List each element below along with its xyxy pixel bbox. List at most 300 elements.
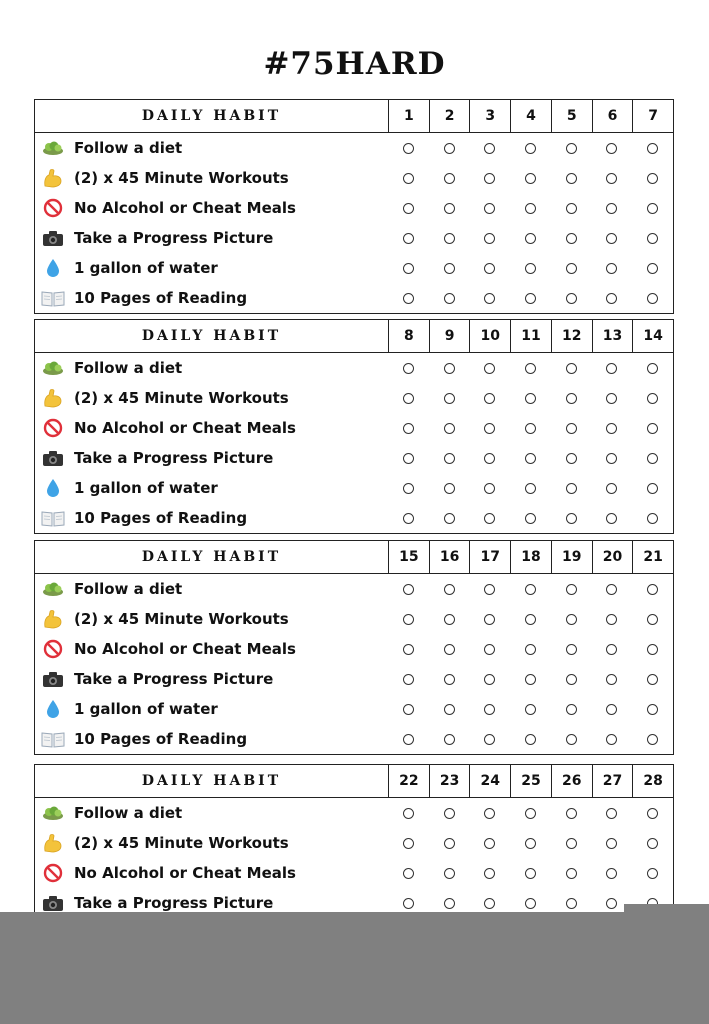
checkbox-circle[interactable] [403, 203, 414, 214]
check-cell [429, 734, 470, 745]
checkbox-circle[interactable] [525, 898, 536, 909]
habit-label-cell [35, 609, 388, 629]
checkbox-circle[interactable] [606, 363, 617, 374]
check-cell [510, 393, 551, 404]
checkbox-circle[interactable] [484, 838, 495, 849]
habit-row [35, 634, 673, 664]
open-book-icon [41, 508, 65, 528]
check-cell [388, 393, 429, 404]
check-cell [469, 293, 510, 304]
checkbox-circle[interactable] [566, 203, 577, 214]
checkbox-circle[interactable] [606, 584, 617, 595]
checkbox-circle[interactable] [403, 838, 414, 849]
checkbox-circle[interactable] [484, 453, 495, 464]
check-cell [429, 674, 470, 685]
daily-habit-header: DAILY HABIT [35, 320, 389, 352]
checkbox-circle[interactable] [525, 143, 536, 154]
checkbox-circle[interactable] [403, 868, 414, 879]
checkbox-circle[interactable] [525, 423, 536, 434]
checkbox-circle[interactable] [606, 263, 617, 274]
habit-row [35, 283, 673, 313]
habit-row [35, 163, 673, 193]
salad-icon [41, 138, 65, 158]
checkbox-circle[interactable] [566, 233, 577, 244]
check-cell [388, 263, 429, 274]
daily-habit-header: DAILY HABIT [35, 100, 389, 132]
checkbox-circle[interactable] [403, 808, 414, 819]
check-cell [429, 453, 470, 464]
checkbox-circle[interactable] [566, 393, 577, 404]
check-cell [388, 808, 429, 819]
checkbox-circle[interactable] [525, 363, 536, 374]
habit-label-cell [35, 639, 388, 659]
checkbox-circle[interactable] [403, 423, 414, 434]
check-cell [388, 363, 429, 374]
check-cell [388, 614, 429, 625]
check-cell [510, 838, 551, 849]
checkbox-circle[interactable] [647, 453, 658, 464]
checkbox-circle[interactable] [606, 734, 617, 745]
habit-label-cell [35, 803, 388, 823]
day-number: 24 [470, 765, 511, 797]
day-number: 5 [552, 100, 593, 132]
check-cell [632, 868, 673, 879]
checkbox-circle[interactable] [606, 513, 617, 524]
checkbox-circle[interactable] [647, 203, 658, 214]
checkbox-circle[interactable] [647, 584, 658, 595]
checkbox-circle[interactable] [525, 483, 536, 494]
checkbox-circle[interactable] [525, 644, 536, 655]
checkbox-circle[interactable] [484, 293, 495, 304]
check-cell [551, 423, 592, 434]
checkbox-circle[interactable] [647, 233, 658, 244]
habit-label: 10 Pages of Reading [74, 730, 248, 748]
checkbox-circle[interactable] [444, 453, 455, 464]
checkbox-circle[interactable] [444, 868, 455, 879]
camera-icon [41, 893, 65, 913]
checkbox-circle[interactable] [566, 453, 577, 464]
habit-label: 1 gallon of water [74, 479, 218, 497]
habit-label: No Alcohol or Cheat Meals [74, 199, 296, 217]
check-cell [592, 644, 633, 655]
checkbox-circle[interactable] [444, 263, 455, 274]
checkbox-circle[interactable] [647, 293, 658, 304]
checkbox-circle[interactable] [403, 898, 414, 909]
habit-row [35, 664, 673, 694]
checkbox-circle[interactable] [403, 453, 414, 464]
check-cell [469, 143, 510, 154]
habit-row [35, 353, 673, 383]
habit-row [35, 828, 673, 858]
check-cell [388, 644, 429, 655]
habit-label: 10 Pages of Reading [74, 289, 248, 307]
checkbox-circle[interactable] [403, 483, 414, 494]
checkbox-circle[interactable] [566, 293, 577, 304]
check-cell [551, 704, 592, 715]
check-cell [592, 173, 633, 184]
checkbox-circle[interactable] [444, 143, 455, 154]
checkbox-circle[interactable] [566, 674, 577, 685]
habit-label-cell [35, 448, 388, 468]
checkbox-circle[interactable] [403, 143, 414, 154]
water-droplet-icon [41, 478, 65, 498]
camera-icon [41, 448, 65, 468]
check-cell [429, 393, 470, 404]
day-number: 21 [643, 549, 663, 565]
checkbox-circle[interactable] [484, 704, 495, 715]
checkbox-circle[interactable] [566, 584, 577, 595]
habit-row [35, 413, 673, 443]
check-cell [388, 838, 429, 849]
check-cell [429, 203, 470, 214]
daily-habit-header: DAILY HABIT [35, 541, 389, 573]
checkbox-circle[interactable] [525, 674, 536, 685]
checkbox-circle[interactable] [525, 838, 536, 849]
checkbox-circle[interactable] [444, 838, 455, 849]
checkbox-circle[interactable] [566, 734, 577, 745]
checkbox-circle[interactable] [606, 614, 617, 625]
check-cell [388, 203, 429, 214]
checkbox-circle[interactable] [403, 704, 414, 715]
checkbox-circle[interactable] [606, 393, 617, 404]
camera-icon [41, 669, 65, 689]
check-cell [469, 173, 510, 184]
checkbox-circle[interactable] [647, 423, 658, 434]
checkbox-circle[interactable] [647, 674, 658, 685]
check-cell [632, 263, 673, 274]
checkbox-circle[interactable] [566, 704, 577, 715]
checkbox-circle[interactable] [566, 143, 577, 154]
check-cell [469, 704, 510, 715]
checkbox-circle[interactable] [606, 808, 617, 819]
day-number: 11 [511, 320, 552, 352]
checkbox-circle[interactable] [444, 644, 455, 655]
habit-label: (2) x 45 Minute Workouts [74, 834, 289, 852]
check-cell [632, 704, 673, 715]
check-cell [632, 614, 673, 625]
habit-label-cell [35, 258, 388, 278]
daily-habit-header: DAILY HABIT [35, 765, 389, 797]
check-cell [551, 233, 592, 244]
day-number: 26 [552, 765, 593, 797]
check-cell [510, 808, 551, 819]
checkbox-circle[interactable] [525, 263, 536, 274]
checkbox-circle[interactable] [484, 423, 495, 434]
checkbox-circle[interactable] [444, 293, 455, 304]
table-header [35, 765, 673, 798]
habit-label: No Alcohol or Cheat Meals [74, 419, 296, 437]
checkbox-circle[interactable] [444, 513, 455, 524]
checkbox-circle[interactable] [403, 233, 414, 244]
checkbox-circle[interactable] [647, 808, 658, 819]
check-cell [388, 233, 429, 244]
habit-label-cell [35, 228, 388, 248]
checkbox-circle[interactable] [444, 734, 455, 745]
check-cell [592, 808, 633, 819]
checkbox-circle[interactable] [566, 808, 577, 819]
check-cell [469, 674, 510, 685]
habit-row [35, 133, 673, 163]
check-cell [429, 293, 470, 304]
checkbox-circle[interactable] [484, 584, 495, 595]
checkbox-circle[interactable] [525, 513, 536, 524]
checkbox-circle[interactable] [403, 644, 414, 655]
check-cell [632, 173, 673, 184]
checkbox-circle[interactable] [606, 203, 617, 214]
check-cell [388, 173, 429, 184]
checkbox-circle[interactable] [484, 143, 495, 154]
checkbox-circle[interactable] [484, 203, 495, 214]
check-cell [510, 233, 551, 244]
checkbox-circle[interactable] [606, 838, 617, 849]
prohibited-icon [41, 639, 65, 659]
checkbox-circle[interactable] [525, 233, 536, 244]
camera-icon [41, 228, 65, 248]
check-cell [632, 453, 673, 464]
checkbox-circle[interactable] [444, 393, 455, 404]
check-cell [551, 614, 592, 625]
checkbox-circle[interactable] [606, 293, 617, 304]
checkbox-circle[interactable] [606, 143, 617, 154]
check-cell [592, 483, 633, 494]
gray-overlay [0, 912, 709, 1024]
checkbox-circle[interactable] [566, 644, 577, 655]
checkbox-circle[interactable] [525, 808, 536, 819]
check-cell [551, 203, 592, 214]
check-cell [551, 453, 592, 464]
checkbox-circle[interactable] [647, 734, 658, 745]
checkbox-circle[interactable] [606, 644, 617, 655]
day-number: 15 [389, 541, 430, 573]
checkbox-circle[interactable] [444, 898, 455, 909]
checkbox-circle[interactable] [444, 363, 455, 374]
check-cell [632, 143, 673, 154]
check-cell [592, 838, 633, 849]
checkbox-circle[interactable] [403, 734, 414, 745]
check-cell [469, 263, 510, 274]
check-cell [510, 263, 551, 274]
checkbox-circle[interactable] [484, 393, 495, 404]
checkbox-circle[interactable] [647, 513, 658, 524]
day-number: 18 [511, 541, 552, 573]
checkbox-circle[interactable] [484, 644, 495, 655]
check-cell [429, 898, 470, 909]
checkbox-circle[interactable] [484, 614, 495, 625]
checkbox-circle[interactable] [566, 868, 577, 879]
checkbox-circle[interactable] [403, 263, 414, 274]
checkbox-circle[interactable] [525, 584, 536, 595]
habit-row [35, 604, 673, 634]
checkbox-circle[interactable] [525, 203, 536, 214]
checkbox-circle[interactable] [444, 203, 455, 214]
check-cell [551, 584, 592, 595]
checkbox-circle[interactable] [484, 898, 495, 909]
checkbox-circle[interactable] [606, 453, 617, 464]
habit-label-cell [35, 699, 388, 719]
checkbox-circle[interactable] [484, 513, 495, 524]
checkbox-circle[interactable] [566, 614, 577, 625]
checkbox-circle[interactable] [525, 614, 536, 625]
checkbox-circle[interactable] [566, 173, 577, 184]
day-number: 3 [470, 100, 511, 132]
checkbox-circle[interactable] [484, 868, 495, 879]
check-cell [429, 363, 470, 374]
check-cell [592, 674, 633, 685]
flexed-bicep-icon [41, 833, 65, 853]
checkbox-circle[interactable] [606, 674, 617, 685]
checkbox-circle[interactable] [647, 614, 658, 625]
checkbox-circle[interactable] [606, 483, 617, 494]
check-cell [469, 734, 510, 745]
checkbox-circle[interactable] [484, 363, 495, 374]
check-cell [632, 838, 673, 849]
check-cell [592, 453, 633, 464]
checkbox-circle[interactable] [566, 898, 577, 909]
check-cell [592, 393, 633, 404]
check-cell [592, 293, 633, 304]
gray-overlay-edge [624, 904, 709, 914]
checkbox-circle[interactable] [647, 173, 658, 184]
check-cell [632, 644, 673, 655]
check-cell [388, 868, 429, 879]
flexed-bicep-icon [41, 168, 65, 188]
checkbox-circle[interactable] [403, 584, 414, 595]
salad-icon [41, 358, 65, 378]
checkbox-circle[interactable] [647, 393, 658, 404]
check-cell [510, 584, 551, 595]
habit-label: (2) x 45 Minute Workouts [74, 389, 289, 407]
checkbox-circle[interactable] [647, 838, 658, 849]
day-number: 20 [593, 541, 634, 573]
check-cell [510, 734, 551, 745]
water-droplet-icon [41, 699, 65, 719]
check-cell [429, 838, 470, 849]
checkbox-circle[interactable] [403, 393, 414, 404]
day-number: 10 [470, 320, 511, 352]
checkbox-circle[interactable] [403, 513, 414, 524]
water-droplet-icon [41, 258, 65, 278]
checkbox-circle[interactable] [647, 143, 658, 154]
checkbox-circle[interactable] [606, 423, 617, 434]
checkbox-circle[interactable] [444, 483, 455, 494]
check-cell [632, 393, 673, 404]
habit-label-cell [35, 508, 388, 528]
checkbox-circle[interactable] [525, 734, 536, 745]
check-cell [469, 203, 510, 214]
checkbox-circle[interactable] [566, 263, 577, 274]
checkbox-circle[interactable] [403, 674, 414, 685]
checkbox-circle[interactable] [606, 868, 617, 879]
check-cell [469, 644, 510, 655]
checkbox-circle[interactable] [566, 513, 577, 524]
checkbox-circle[interactable] [403, 173, 414, 184]
checkbox-circle[interactable] [525, 868, 536, 879]
checkbox-circle[interactable] [403, 293, 414, 304]
checkbox-circle[interactable] [647, 868, 658, 879]
checkbox-circle[interactable] [647, 644, 658, 655]
checkbox-circle[interactable] [647, 483, 658, 494]
checkbox-circle[interactable] [647, 263, 658, 274]
day-number: 27 [593, 765, 634, 797]
open-book-icon [41, 729, 65, 749]
checkbox-circle[interactable] [484, 734, 495, 745]
check-cell [592, 143, 633, 154]
checkbox-circle[interactable] [484, 173, 495, 184]
check-cell [510, 614, 551, 625]
checkbox-circle[interactable] [647, 363, 658, 374]
check-cell [510, 644, 551, 655]
day-number: 19 [552, 541, 593, 573]
checkbox-circle[interactable] [566, 363, 577, 374]
habit-row [35, 383, 673, 413]
check-cell [510, 513, 551, 524]
checkbox-circle[interactable] [566, 483, 577, 494]
checkbox-circle[interactable] [525, 704, 536, 715]
checkbox-circle[interactable] [606, 898, 617, 909]
check-cell [388, 734, 429, 745]
checkbox-circle[interactable] [444, 584, 455, 595]
checkbox-circle[interactable] [566, 838, 577, 849]
check-cell [429, 483, 470, 494]
check-cell [551, 734, 592, 745]
habit-label-cell [35, 669, 388, 689]
habit-label-cell [35, 478, 388, 498]
check-cell [551, 393, 592, 404]
checkbox-circle[interactable] [484, 483, 495, 494]
check-cell [469, 513, 510, 524]
checkbox-circle[interactable] [484, 263, 495, 274]
checkbox-circle[interactable] [647, 704, 658, 715]
checkbox-circle[interactable] [444, 233, 455, 244]
day-number: 13 [593, 320, 634, 352]
checkbox-circle[interactable] [525, 453, 536, 464]
checkbox-circle[interactable] [444, 423, 455, 434]
checkbox-circle[interactable] [484, 674, 495, 685]
checkbox-circle[interactable] [444, 808, 455, 819]
check-cell [469, 868, 510, 879]
checkbox-circle[interactable] [484, 233, 495, 244]
check-cell [510, 674, 551, 685]
checkbox-circle[interactable] [606, 173, 617, 184]
checkbox-circle[interactable] [444, 614, 455, 625]
check-cell [592, 263, 633, 274]
habit-label-cell [35, 893, 388, 913]
check-cell [469, 483, 510, 494]
check-cell [469, 393, 510, 404]
check-cell [388, 584, 429, 595]
checkbox-circle[interactable] [566, 423, 577, 434]
check-cell [551, 143, 592, 154]
check-cell [429, 614, 470, 625]
checkbox-circle[interactable] [403, 614, 414, 625]
checkbox-circle[interactable] [444, 173, 455, 184]
checkbox-circle[interactable] [525, 393, 536, 404]
check-cell [429, 644, 470, 655]
check-cell [551, 674, 592, 685]
checkbox-circle[interactable] [525, 173, 536, 184]
habit-label: No Alcohol or Cheat Meals [74, 640, 296, 658]
checkbox-circle[interactable] [403, 363, 414, 374]
checkbox-circle[interactable] [606, 704, 617, 715]
checkbox-circle[interactable] [525, 293, 536, 304]
checkbox-circle[interactable] [444, 674, 455, 685]
check-cell [551, 644, 592, 655]
habit-label-cell [35, 288, 388, 308]
checkbox-circle[interactable] [606, 233, 617, 244]
check-cell [429, 423, 470, 434]
checkbox-circle[interactable] [484, 808, 495, 819]
checkbox-circle[interactable] [444, 704, 455, 715]
